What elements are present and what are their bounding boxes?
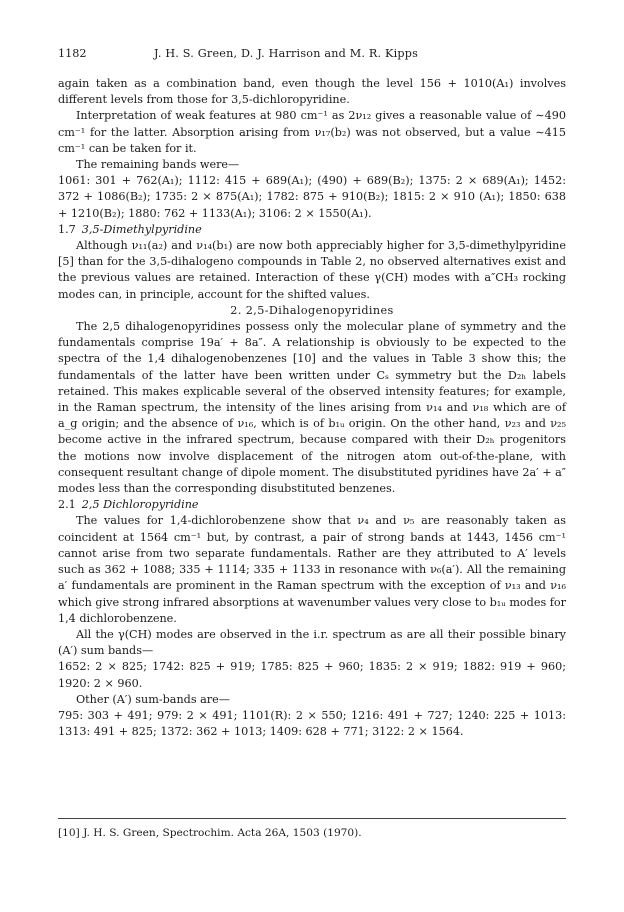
section-heading-1-7 [58, 222, 566, 238]
section-number: 1.7 [58, 222, 76, 236]
paragraph-other-sum-bands-intro: Other (A′) sum-bands are— [76, 692, 230, 706]
running-head: J. H. S. Green, D. J. Harrison and M. R. Kipps [154, 47, 419, 60]
body-text [58, 76, 566, 740]
footnote: [10] J. H. S. Green, Spectrochim. Acta 26A, 1503 (1970). [58, 818, 566, 841]
paragraph-weak-features: Interpretation of weak features at 980 cm⁻¹ as 2ν₁₂ gives a reasonable value of ∼490 cm⁻¹ for the latter. Absorption arising from ν₁₇(b₂) was not observed, but a value ∼415 cm⁻¹ can be taken for it. [58, 109, 566, 155]
paragraph-dichloropyridine: The values for 1,4-dichlorobenzene show that ν₄ and ν₅ are reasonably taken as coincident at 1564 cm⁻¹ but, by contrast, a pair of strong bands at 1443, 1456 cm⁻¹ cannot arise from two separate fundamentals. Rather are they attributed to A′ levels such as 362 + 1088; 335 + 1114; 335 + 1133 in resonance with ν₆(a′). All the remaining a′ fundamentals are prominent in the Raman spectrum with the exception of ν₁₃ and ν₁₆ which give strong infrared absorptions at wavenumber values very close to b₁ᵤ modes for 1,4 dichlorobenzene. [58, 514, 566, 625]
section-heading-2-1 [58, 497, 566, 513]
paragraph-continuation: again taken as a combination band, even though the level 156 + 1010(A₁) involves different levels from those for 3,5-dichloropyridine. [58, 77, 566, 107]
section-title: 3,5-Dimethylpyridine [81, 222, 202, 236]
paragraph-dihalogenopyridines: The 2,5 dihalogenopyridines possess only the molecular plane of symmetry and the fundamentals comprise 19a′ + 8a″. A relationship is obviously to be expected to the spectra of the 1,4 dihalogenobenzenes [10] and the values in Table 3 show this; the fundamentals of the latter have been written under Cₛ symmetry but the D₂ₕ labels retained. This makes explicable several of the observed intensity features; for example, in the Raman spectrum, the intensity of the lines arising from ν₁₄ and ν₁₈ which are of a_g origin; and the absence of ν₁₆, which is of b₁ᵤ origin. On the other hand, ν₂₃ and ν₂₅ become active in the infrared spectrum, because compared with their D₂ₕ progenitors the motions now involve displacement of the nitrogen atom out-of-the-plane, with consequent resultant change of dipole moment. The disubstituted pyridines have 2a′ + a″ modes less than the corresponding disubstituted benzenes. [58, 320, 566, 496]
section-title: 2,5 Dichloropyridine [81, 498, 199, 512]
section-heading-2: 2. 2,5-Dihalogenopyridines [230, 303, 394, 317]
paragraph-dimethylpyridine: Although ν₁₁(a₂) and ν₁₄(b₁) are now both appreciably higher for 3,5-dimethylpyridine [5] than for the 3,5-dihalogeno compounds in Table 2, no observed alternatives exist and the previous values are retained. Interaction of these γ(CH) modes with a″CH₃ rocking modes can, in principle, account for the shifted values. [58, 239, 566, 301]
page-number: 1182 [58, 47, 87, 60]
band-list-35-dichloropyridine: 1061: 301 + 762(A₁); 1112: 415 + 689(A₁); (490) + 689(B₂); 1375: 2 × 689(A₁); 1452: 372 + 1086(B₂); 1735: 2 × 875(A₁); 1782: 875 + 910(B₂); 1815: 2 × 910 (A₁); 1850: 638 + 1210(B₂); 1880: 762 + 1133(A₁); 3106: 2 × 1550(A₁). [58, 174, 566, 220]
other-sum-band-list: 795: 303 + 491; 979: 2 × 491; 1101(R): 2 × 550; 1216: 491 + 727; 1240: 225 + 1013: 1313: 491 + 825; 1372: 362 + 1013; 1409: 628 + 771; 3122: 2 × 1564. [58, 708, 566, 739]
section-number: 2.1 [58, 498, 76, 512]
binary-sum-band-list: 1652: 2 × 825; 1742: 825 + 919; 1785: 825 + 960; 1835: 2 × 919; 1882: 919 + 960; 1920: 2 × 960. [58, 660, 566, 690]
paragraph-gamma-ch-modes: All the γ(CH) modes are observed in the i.r. spectrum as are all their possible binary (A′) sum bands— [58, 627, 566, 658]
page-header [58, 46, 566, 62]
paragraph-remaining-bands-intro: The remaining bands were— [76, 158, 240, 172]
